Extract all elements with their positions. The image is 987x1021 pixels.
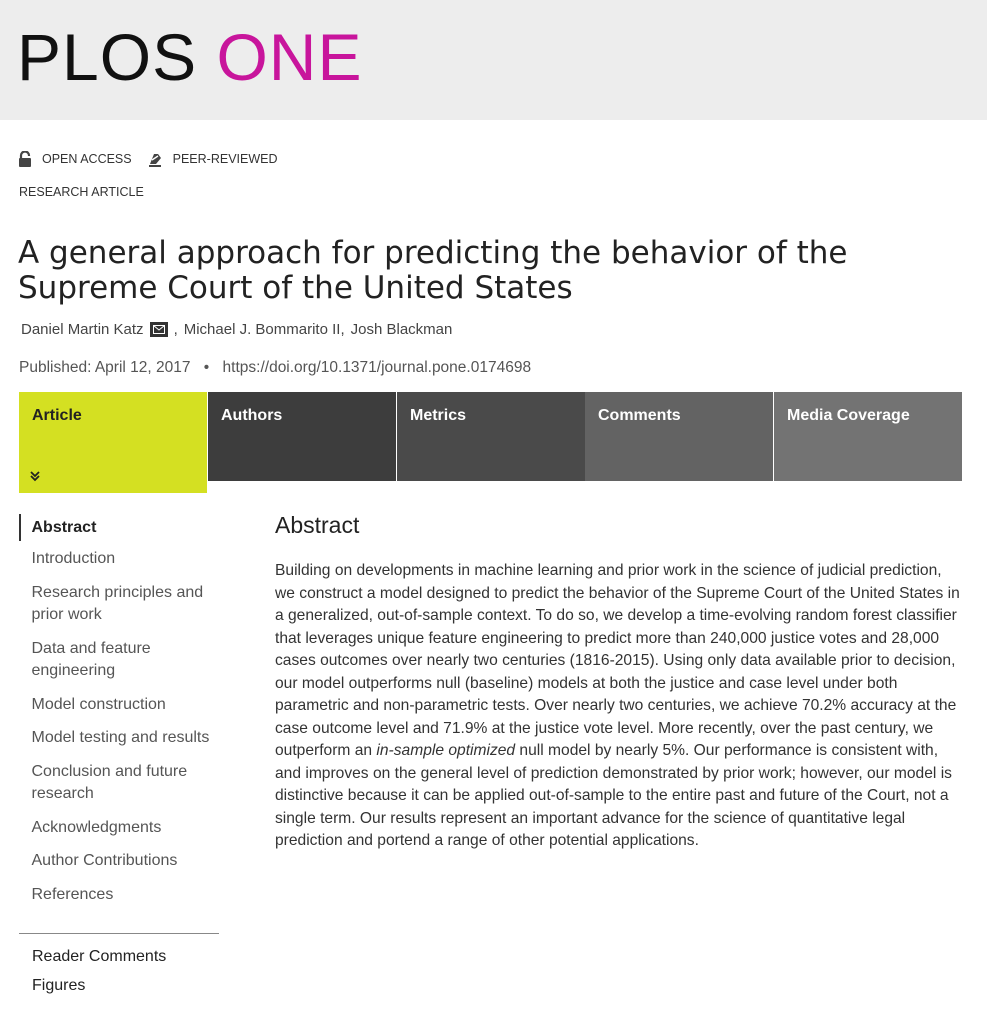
author-separator: ,	[340, 321, 345, 338]
toc-item-conclusion[interactable]: Conclusion and future research	[31, 762, 188, 802]
toc-item-author-contributions[interactable]: Author Contributions	[31, 852, 178, 869]
abstract-text-italic: in-sample optimized	[376, 742, 516, 759]
tab-authors[interactable]	[208, 392, 396, 481]
figures-link[interactable]: Figures	[32, 977, 86, 994]
peer-reviewed-icon	[148, 150, 163, 168]
toc-divider	[19, 933, 219, 934]
tab-comments-label: Comments	[598, 407, 681, 424]
peer-reviewed-label: PEER-REVIEWED	[172, 152, 278, 166]
article-title: A general approach for predicting the behavior of the Supreme Court of the United States	[18, 235, 848, 306]
toc-item-acknowledgments[interactable]: Acknowledgments	[31, 818, 162, 836]
tab-article[interactable]	[19, 392, 207, 493]
email-icon[interactable]	[150, 322, 168, 337]
plos-one-logo[interactable]	[17, 22, 362, 92]
logo-one: ONE	[216, 20, 363, 94]
tab-comments[interactable]	[585, 392, 773, 481]
toc-item-data-feature-engineering[interactable]: Data and feature engineering	[31, 639, 151, 679]
toc-item-model-testing[interactable]: Model testing and results	[31, 729, 210, 746]
abstract-heading: Abstract	[275, 512, 360, 538]
abstract-text-part2: null model by nearly 5%. Our performance is consistent with, and improves on the general level of prediction demonstrated by prior work; however, our model is distinctive because it can be applied out-of-sample to the entire past and future of the Court, not a single term. Our results represent an important advance for the science of quantitative legal prediction and portend a range of other potential applications.	[275, 742, 952, 849]
toc-item-references[interactable]: References	[31, 885, 114, 903]
open-access-label: OPEN ACCESS	[42, 152, 132, 166]
open-lock-icon	[18, 151, 32, 167]
peer-reviewed-badge	[148, 150, 278, 168]
author-link[interactable]: Josh Blackman	[350, 321, 453, 338]
chevron-double-down-icon	[29, 469, 41, 485]
open-access-badge	[18, 151, 132, 167]
table-of-contents	[19, 514, 219, 917]
author-separator: ,	[173, 321, 178, 338]
toc-item-introduction[interactable]: Introduction	[31, 550, 116, 567]
reader-comments-link[interactable]: Reader Comments	[32, 948, 167, 965]
toc-item-research-principles[interactable]: Research principles and prior work	[31, 583, 204, 623]
secondary-nav	[32, 946, 166, 1004]
toc-item-model-construction[interactable]: Model construction	[31, 695, 166, 713]
doi-link[interactable]: https://doi.org/10.1371/journal.pone.0174698	[222, 359, 532, 376]
tab-metrics-label: Metrics	[410, 407, 467, 424]
article-type: RESEARCH ARTICLE	[19, 185, 144, 199]
author-list	[21, 321, 452, 338]
toc-item-abstract[interactable]: Abstract	[19, 514, 219, 541]
tab-article-label: Article	[32, 407, 82, 424]
author-link[interactable]: Daniel Martin Katz	[21, 321, 144, 338]
tab-media-coverage[interactable]	[774, 392, 962, 481]
published-date: Published: April 12, 2017	[19, 359, 191, 376]
article-badges	[18, 148, 294, 170]
author-link[interactable]: Michael J. Bommarito II	[183, 321, 341, 338]
tab-media-coverage-label: Media Coverage	[787, 407, 910, 424]
article-tab-bar	[19, 392, 962, 493]
tab-authors-label: Authors	[221, 407, 283, 424]
tab-metrics[interactable]	[397, 392, 585, 481]
abstract-text	[275, 560, 965, 853]
header-banner	[0, 0, 987, 120]
logo-plos: PLOS	[17, 20, 198, 94]
publication-info	[19, 359, 531, 377]
separator-dot: •	[203, 359, 210, 376]
abstract-text-part1: Building on developments in machine learning and prior work in the science of judicial prediction, we construct a model designed to predict the behavior of the Supreme Court of the United States in a generalized, out-of-sample context. To do so, we develop a time-evolving random forest classifier that leverages unique feature engineering to predict more than 240,000 justice votes and 28,000 cases outcomes over nearly two centuries (1816-2015). Using only data available prior to decision, our model outperforms null (baseline) models at both the justice and case level under both parametric and non-parametric tests. Over nearly two centuries, we achieve 70.2% accuracy at the case outcome level and 71.9% at the justice vote level. More recently, over the past century, we outperform an	[275, 562, 960, 759]
